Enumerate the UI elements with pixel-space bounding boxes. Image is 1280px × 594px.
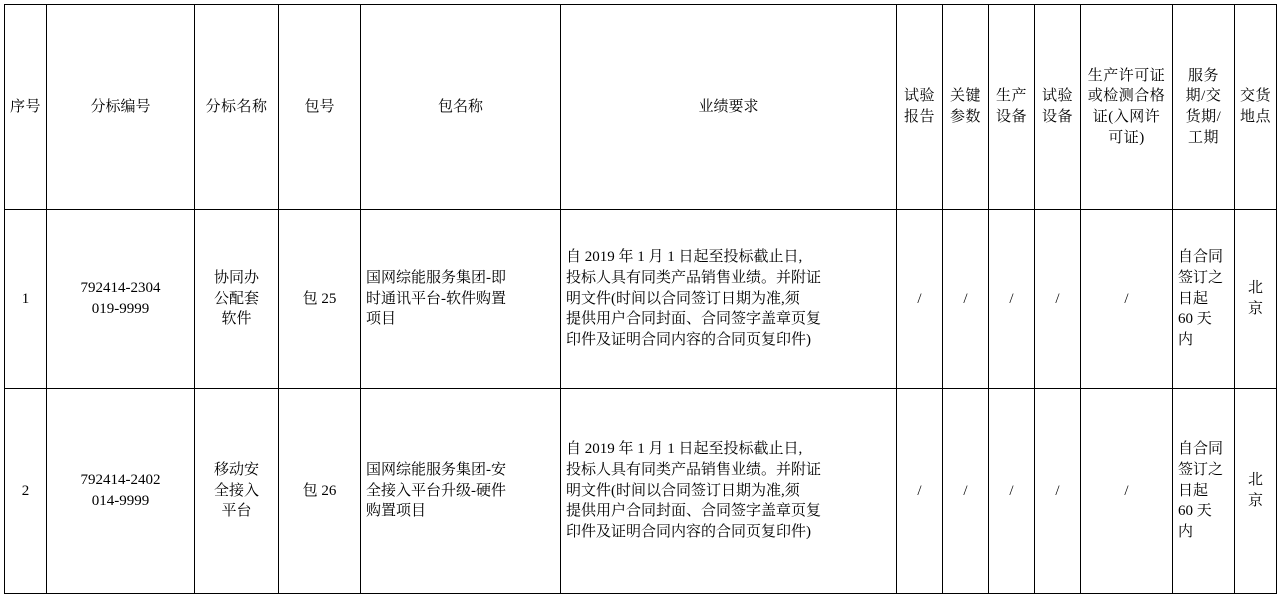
cell-code-line1: 792414-2304 xyxy=(80,280,161,297)
cell-subname-line2: 全接入 xyxy=(213,482,259,499)
column-header-performance: 业绩要求 xyxy=(561,5,897,210)
table-row xyxy=(5,210,1277,389)
cell-subname-line1: 协同办 xyxy=(213,269,259,286)
cell-package-name-line1: 国网综能服务集团-即 xyxy=(366,269,506,286)
cell-package-name xyxy=(361,389,561,594)
cell-delivery-place-line1: 北 xyxy=(1247,472,1263,489)
document-page xyxy=(0,4,1280,583)
column-header-seq: 序号 xyxy=(5,5,47,210)
cell-license: / xyxy=(1081,389,1173,594)
cell-service-line2: 签订之 xyxy=(1178,461,1224,478)
cell-service-line3: 日起 xyxy=(1178,482,1209,499)
cell-service-line5: 内 xyxy=(1178,524,1194,541)
column-header-test-report: 试验报告 xyxy=(897,5,943,210)
cell-production-equipment: / xyxy=(989,389,1035,594)
column-header-key-parameters: 关键参数 xyxy=(943,5,989,210)
cell-service-period xyxy=(1173,389,1235,594)
cell-test-report: / xyxy=(897,210,943,389)
cell-code-line2: 019-9999 xyxy=(91,301,150,317)
cell-subname-line2: 公配套 xyxy=(213,290,259,307)
cell-package-name-line3: 项目 xyxy=(366,311,397,328)
cell-performance-line2: 投标人具有同类产品销售业绩。并附证 xyxy=(566,269,822,286)
cell-key-parameters: / xyxy=(943,210,989,389)
cell-performance-line4: 提供用户合同封面、合同签字盖章页复 xyxy=(566,503,822,520)
cell-code xyxy=(47,389,195,594)
cell-service-line3: 日起 xyxy=(1178,290,1209,307)
table-row xyxy=(5,389,1277,594)
cell-performance-line5: 印件及证明合同内容的合同页复印件) xyxy=(566,332,811,349)
cell-delivery-place xyxy=(1235,389,1277,594)
cell-performance-requirement xyxy=(561,389,897,594)
cell-service-period xyxy=(1173,210,1235,389)
cell-package-name-line2: 时通讯平台-软件购置 xyxy=(366,290,506,307)
cell-test-report: / xyxy=(897,389,943,594)
cell-performance-line3: 明文件(时间以合同签订日期为准,须 xyxy=(566,482,800,499)
cell-code-line1: 792414-2402 xyxy=(80,472,161,489)
cell-performance-requirement xyxy=(561,210,897,389)
column-header-test-equipment: 试验设备 xyxy=(1035,5,1081,210)
column-header-pkgname: 包名称 xyxy=(361,5,561,210)
cell-delivery-place-line2: 京 xyxy=(1247,493,1263,509)
cell-performance-line5: 印件及证明合同内容的合同页复印件) xyxy=(566,524,811,541)
cell-code xyxy=(47,210,195,389)
cell-package-name-line3: 购置项目 xyxy=(366,503,427,520)
cell-service-line5: 内 xyxy=(1178,332,1194,349)
cell-package-name-line1: 国网综能服务集团-安 xyxy=(366,461,506,478)
table-header-row xyxy=(5,5,1277,210)
cell-subname-line3: 平台 xyxy=(221,503,252,520)
bid-package-table xyxy=(4,4,1277,594)
column-header-delivery-place: 交货地点 xyxy=(1235,5,1277,210)
column-header-production-equipment: 生产设备 xyxy=(989,5,1035,210)
column-header-pkgno: 包号 xyxy=(279,5,361,210)
cell-performance-line3: 明文件(时间以合同签订日期为准,须 xyxy=(566,290,800,307)
cell-package-number: 包 25 xyxy=(279,210,361,389)
cell-subname xyxy=(195,389,279,594)
cell-subname-line1: 移动安 xyxy=(213,461,259,478)
column-header-subname: 分标名称 xyxy=(195,5,279,210)
column-header-code: 分标编号 xyxy=(47,5,195,210)
cell-license: / xyxy=(1081,210,1173,389)
cell-performance-line1: 自 2019 年 1 月 1 日起至投标截止日, xyxy=(566,249,803,266)
cell-delivery-place-line1: 北 xyxy=(1247,280,1263,297)
cell-seq: 2 xyxy=(5,389,47,594)
cell-service-line4: 60 天 xyxy=(1178,311,1212,328)
cell-code-line2: 014-9999 xyxy=(91,493,150,509)
cell-production-equipment: / xyxy=(989,210,1035,389)
cell-test-equipment: / xyxy=(1035,389,1081,594)
cell-service-line4: 60 天 xyxy=(1178,503,1212,520)
cell-performance-line1: 自 2019 年 1 月 1 日起至投标截止日, xyxy=(566,441,803,458)
column-header-service-period: 服务期/交货期/工期 xyxy=(1173,5,1235,210)
cell-key-parameters: / xyxy=(943,389,989,594)
cell-package-name-line2: 全接入平台升级-硬件 xyxy=(366,482,506,499)
cell-performance-line2: 投标人具有同类产品销售业绩。并附证 xyxy=(566,461,822,478)
cell-subname xyxy=(195,210,279,389)
cell-service-line2: 签订之 xyxy=(1178,269,1224,286)
cell-performance-line4: 提供用户合同封面、合同签字盖章页复 xyxy=(566,311,822,328)
cell-package-number: 包 26 xyxy=(279,389,361,594)
cell-service-line1: 自合同 xyxy=(1178,249,1224,266)
cell-seq: 1 xyxy=(5,210,47,389)
cell-subname-line3: 软件 xyxy=(221,311,252,328)
column-header-license: 生产许可证或检测合格证(入网许可证) xyxy=(1081,5,1173,210)
cell-delivery-place xyxy=(1235,210,1277,389)
cell-delivery-place-line2: 京 xyxy=(1247,301,1263,317)
cell-package-name xyxy=(361,210,561,389)
cell-service-line1: 自合同 xyxy=(1178,441,1224,458)
cell-test-equipment: / xyxy=(1035,210,1081,389)
